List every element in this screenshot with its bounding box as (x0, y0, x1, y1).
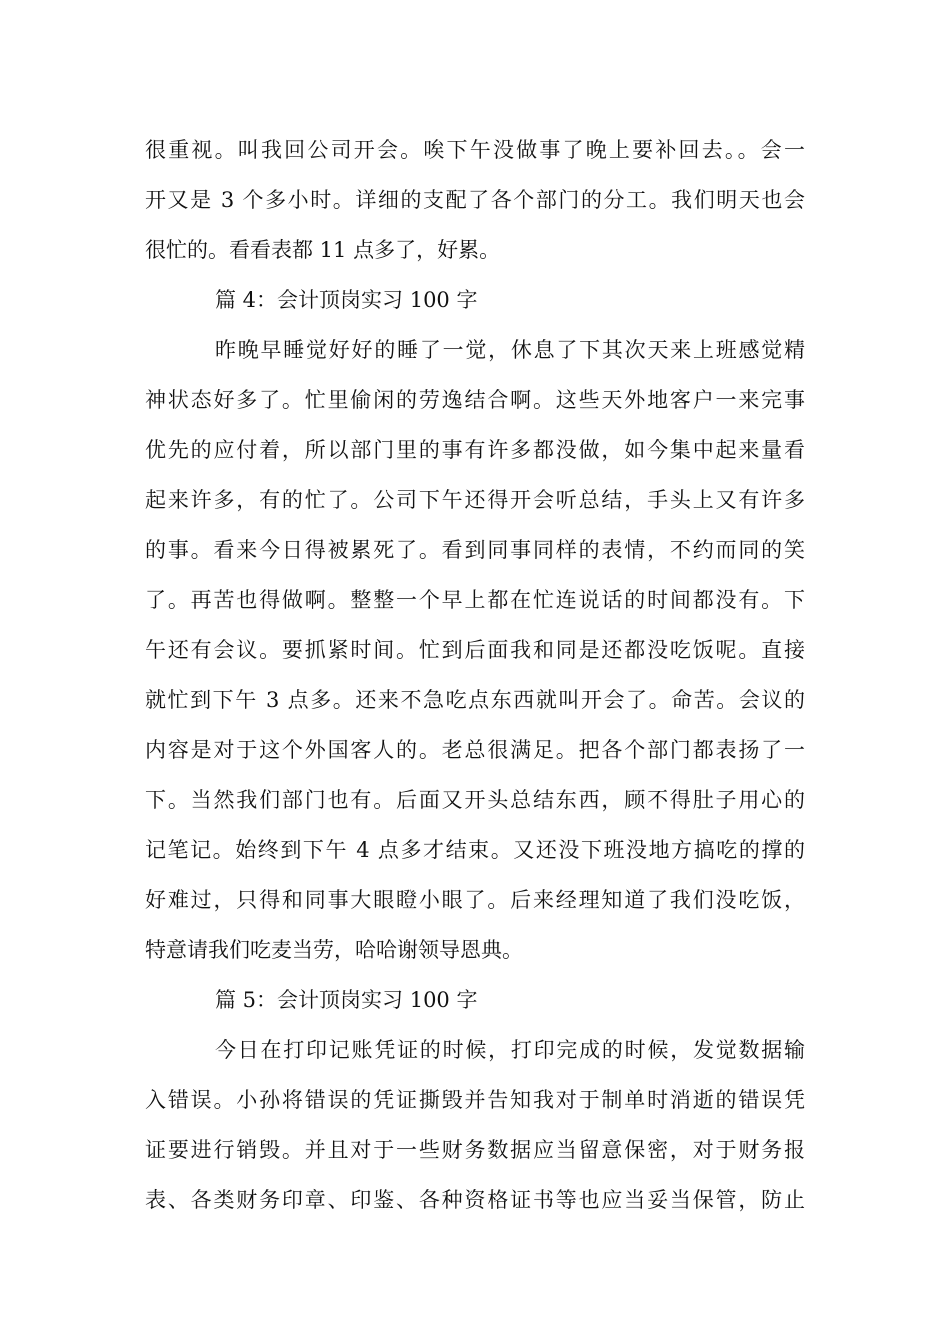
text-line: 表、各类财务印章、印鉴、各种资格证书等也应当妥当保管，防止 (145, 1188, 805, 1212)
text-line: 起来许多，有的忙了。公司下午还得开会听总结，手头上又有许多 (145, 488, 805, 512)
text-line: 好难过，只得和同事大眼瞪小眼了。后来经理知道了我们没吃饭， (145, 888, 805, 912)
text-line: 就忙到下午 3 点多。还来不急吃点东西就叫开会了。命苦。会议的 (145, 688, 805, 712)
text-line: 优先的应付着，所以部门里的事有许多都没做，如今集中起来量看 (145, 438, 805, 462)
text-line: 很忙的。看看表都 11 点多了，好累。 (145, 238, 501, 262)
text-line: 入错误。小孙将错误的凭证撕毁并告知我对于制单时消逝的错误凭 (145, 1088, 805, 1112)
text-line: 了。再苦也得做啊。整整一个早上都在忙连说话的时间都没有。下 (145, 588, 805, 612)
section-heading-4: 篇 4：会计顶岗实习 100 字 (215, 288, 478, 312)
text-line: 下。当然我们部门也有。后面又开头总结东西，顾不得肚子用心的 (145, 788, 805, 812)
text-line: 的事。看来今日得被累死了。看到同事同样的表情，不约而同的笑 (145, 538, 805, 562)
text-line: 很重视。叫我回公司开会。唉下午没做事了晚上要补回去。。会一 (145, 138, 805, 162)
text-line: 特意请我们吃麦当劳，哈哈谢领导恩典。 (145, 938, 523, 962)
text-line: 午还有会议。要抓紧时间。忙到后面我和同是还都没吃饭呢。直接 (145, 638, 805, 662)
text-line: 今日在打印记账凭证的时候，打印完成的时候，发觉数据输 (215, 1038, 805, 1062)
text-line: 神状态好多了。忙里偷闲的劳逸结合啊。这些天外地客户一来完事 (145, 388, 805, 412)
text-line: 证要进行销毁。并且对于一些财务数据应当留意保密，对于财务报 (145, 1138, 805, 1162)
section-heading-5: 篇 5：会计顶岗实习 100 字 (215, 988, 478, 1012)
text-line: 内容是对于这个外国客人的。老总很满足。把各个部门都表扬了一 (145, 738, 805, 762)
text-line: 记笔记。始终到下午 4 点多才结束。又还没下班没地方搞吃的撑的 (145, 838, 805, 862)
text-line: 开又是 3 个多小时。详细的支配了各个部门的分工。我们明天也会 (145, 188, 805, 212)
text-line: 昨晚早睡觉好好的睡了一觉，休息了下其次天来上班感觉精 (215, 338, 805, 362)
